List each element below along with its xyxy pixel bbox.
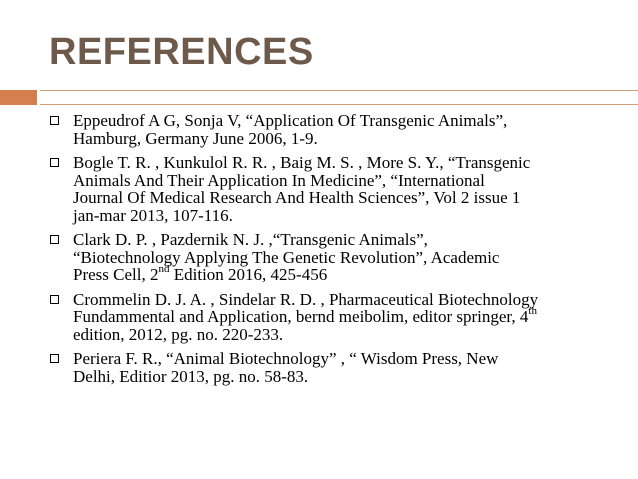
reference-text: Fundammental and Application, bernd meibolim, editor springer, 4 [73, 307, 529, 326]
reference-item [48, 231, 618, 284]
reference-line [73, 305, 618, 326]
reference-line: Crommelin D. J. A. , Sindelar R. D. , Pharmaceutical Biotechnology [73, 289, 539, 309]
reference-line: jan-mar 2013, 107-116. [73, 205, 233, 225]
reference-line: Delhi, Editior 2013, pg. no. 58-83. [73, 366, 309, 386]
reference-item [48, 154, 618, 224]
square-outline-icon [50, 295, 59, 304]
slide-title: REFERENCES [49, 31, 314, 73]
reference-line: Clark D. P. , Pazdernik N. J. ,“Transgenic Animals”, [73, 230, 428, 249]
reference-line: “Biotechnology Applying The Genetic Revolution”, Academic [73, 247, 500, 267]
reference-line: Eppeudrof A G, Sonja V, “Application Of Transgenic Animals”, [73, 111, 508, 130]
superscript: th [528, 305, 537, 318]
reference-text: Edition 2016, 425-456 [169, 265, 328, 284]
accent-block [0, 90, 37, 105]
reference-item [48, 291, 618, 344]
reference-item [48, 350, 618, 385]
reference-line: Hamburg, Germany June 2006, 1-9. [73, 128, 318, 148]
square-outline-icon [50, 235, 59, 244]
reference-line: Periera F. R., “Animal Biotechnology” , “ Wisdom Press, New [73, 349, 499, 368]
square-outline-icon [50, 354, 59, 363]
superscript: nd [158, 263, 170, 276]
reference-line: Bogle T. R. , Kunkulol R. R. , Baig M. S. , More S. Y., “Transgenic [73, 153, 531, 172]
square-outline-icon [50, 116, 59, 125]
reference-item [48, 112, 618, 147]
title-divider [40, 90, 638, 105]
reference-line [73, 263, 618, 284]
reference-line: edition, 2012, pg. no. 220-233. [73, 324, 284, 344]
square-outline-icon [50, 158, 59, 167]
reference-text: Press Cell, 2 [73, 265, 159, 284]
reference-list [48, 112, 618, 392]
reference-line: Journal Of Medical Research And Health Sciences”, Vol 2 issue 1 [73, 188, 521, 207]
reference-line: Animals And Their Application In Medicine”, “International [73, 170, 485, 190]
